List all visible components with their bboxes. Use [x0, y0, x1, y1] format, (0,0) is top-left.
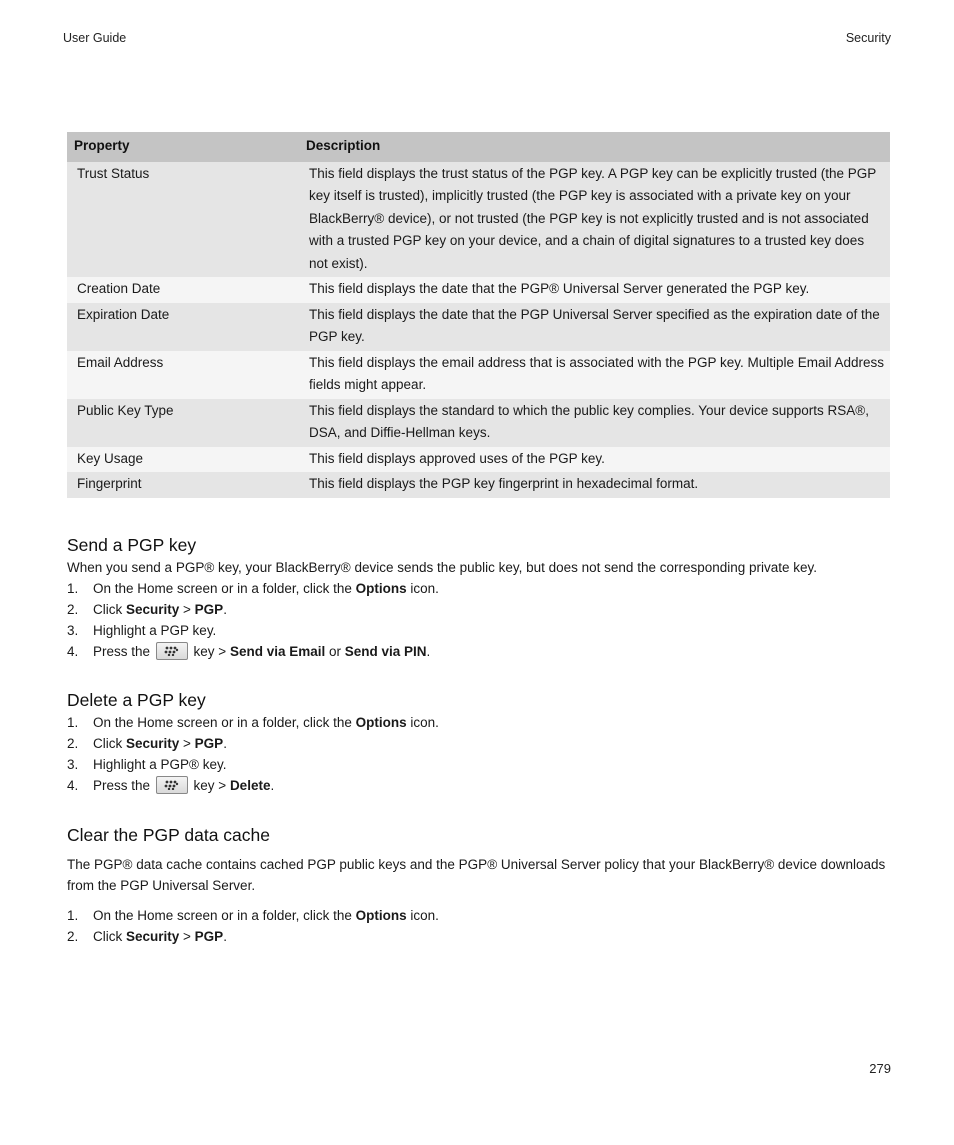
description-cell: This field displays the date that the PGP® Universal Server generated the PGP key. [299, 277, 890, 303]
ui-term: Options [355, 581, 407, 596]
table-row [67, 447, 890, 473]
step-number: 4. [67, 778, 79, 793]
section-intro: The PGP® data cache contains cached PGP public keys and the PGP® Universal Server policy that your BlackBerry® device downloads from the PGP Universal Server. [67, 857, 886, 893]
ui-term: Send via PIN [344, 644, 427, 659]
section-title: Delete a PGP key [67, 690, 206, 710]
steps-list [67, 712, 897, 796]
step-text: or [325, 644, 345, 659]
table-row [67, 303, 890, 351]
property-cell: Expiration Date [67, 303, 299, 351]
table-row [67, 399, 890, 447]
step-number: 2. [67, 602, 79, 617]
step-item [67, 733, 897, 754]
ui-term: Options [355, 715, 407, 730]
property-cell: Public Key Type [67, 399, 299, 447]
step-number: 4. [67, 644, 79, 659]
step-text: > [179, 929, 195, 944]
section-title: Clear the PGP data cache [67, 825, 270, 845]
column-header-property: Property [67, 132, 299, 162]
step-text: Click [93, 736, 126, 751]
step-text: icon. [406, 908, 439, 923]
ui-term: Delete [229, 778, 271, 793]
delete-pgp-key-section [67, 688, 897, 796]
step-text: > [179, 736, 195, 751]
table-row [67, 472, 890, 498]
step-text: On the Home screen or in a folder, click the [93, 581, 356, 596]
step-text: Click [93, 929, 126, 944]
step-text: On the Home screen or in a folder, click the [93, 908, 356, 923]
ui-term: Security [126, 602, 180, 617]
step-text: key > [189, 644, 230, 659]
step-number: 1. [67, 715, 79, 730]
step-text: Highlight a PGP key. [93, 623, 217, 638]
step-item [67, 754, 897, 775]
step-number: 3. [67, 623, 79, 638]
step-number: 2. [67, 929, 79, 944]
column-header-description: Description [299, 132, 890, 162]
step-text: Highlight a PGP® key. [93, 757, 227, 772]
description-cell: This field displays the email address that is associated with the PGP key. Multiple Email Address fields might appear. [299, 351, 890, 399]
property-cell: Fingerprint [67, 472, 299, 498]
section-title: Send a PGP key [67, 535, 197, 555]
step-number: 1. [67, 581, 79, 596]
property-cell: Trust Status [67, 162, 299, 278]
step-text: Press the [93, 644, 154, 659]
step-text: icon. [406, 581, 439, 596]
page-number: 279 [869, 1061, 891, 1076]
description-cell: This field displays the trust status of the PGP key. A PGP key can be explicitly trusted (the PGP key itself is trusted), implicitly trusted (the PGP key is associated with a private key on your BlackBerry® device), or not trusted (the PGP key is not explicitly trusted and is not associated with a trusted PGP key on your device, and a chain of digital signatures to a trusted key does not exist). [299, 162, 890, 278]
step-number: 1. [67, 908, 79, 923]
property-cell: Key Usage [67, 447, 299, 473]
step-number: 2. [67, 736, 79, 751]
step-text: . [270, 778, 275, 793]
step-item [67, 620, 897, 641]
description-cell: This field displays the date that the PGP Universal Server specified as the expiration date of the PGP key. [299, 303, 890, 351]
step-text: . [223, 736, 227, 751]
step-item [67, 641, 897, 662]
property-cell: Creation Date [67, 277, 299, 303]
step-text: > [179, 602, 195, 617]
send-pgp-key-section [67, 533, 897, 662]
step-text: . [223, 602, 227, 617]
steps-list [67, 578, 897, 662]
table-row [67, 162, 890, 278]
section-intro: When you send a PGP® key, your BlackBerry® device sends the public key, but does not send the corresponding private key. [67, 560, 818, 575]
step-text: Click [93, 602, 126, 617]
blackberry-menu-key-icon [156, 642, 188, 660]
table-header-row [67, 132, 890, 162]
description-cell: This field displays approved uses of the PGP key. [299, 447, 890, 473]
ui-term: Security [126, 736, 180, 751]
step-item [67, 775, 897, 796]
step-text: On the Home screen or in a folder, click the [93, 715, 356, 730]
steps-list [67, 905, 897, 947]
ui-term: Security [126, 929, 180, 944]
running-header-left: User Guide [63, 31, 127, 45]
running-header-right: Security [845, 31, 891, 45]
table-row [67, 277, 890, 303]
step-item [67, 599, 897, 620]
ui-term: PGP [194, 929, 224, 944]
step-item [67, 712, 897, 733]
pgp-key-properties-table [67, 132, 890, 498]
step-item [67, 926, 897, 947]
step-item [67, 905, 897, 926]
ui-term: Options [355, 908, 407, 923]
step-text: Press the [93, 778, 154, 793]
step-text: key > [189, 778, 230, 793]
description-cell: This field displays the PGP key fingerprint in hexadecimal format. [299, 472, 890, 498]
ui-term: PGP [194, 602, 224, 617]
step-number: 3. [67, 757, 79, 772]
ui-term: PGP [194, 736, 224, 751]
step-item [67, 578, 897, 599]
step-text: . [223, 929, 227, 944]
blackberry-menu-key-icon [156, 776, 188, 794]
property-cell: Email Address [67, 351, 299, 399]
step-text: . [426, 644, 431, 659]
table-row [67, 351, 890, 399]
step-text: icon. [406, 715, 439, 730]
description-cell: This field displays the standard to which the public key complies. Your device supports RSA®, DSA, and Diffie-Hellman keys. [299, 399, 890, 447]
clear-pgp-cache-section [67, 823, 897, 947]
ui-term: Send via Email [229, 644, 326, 659]
